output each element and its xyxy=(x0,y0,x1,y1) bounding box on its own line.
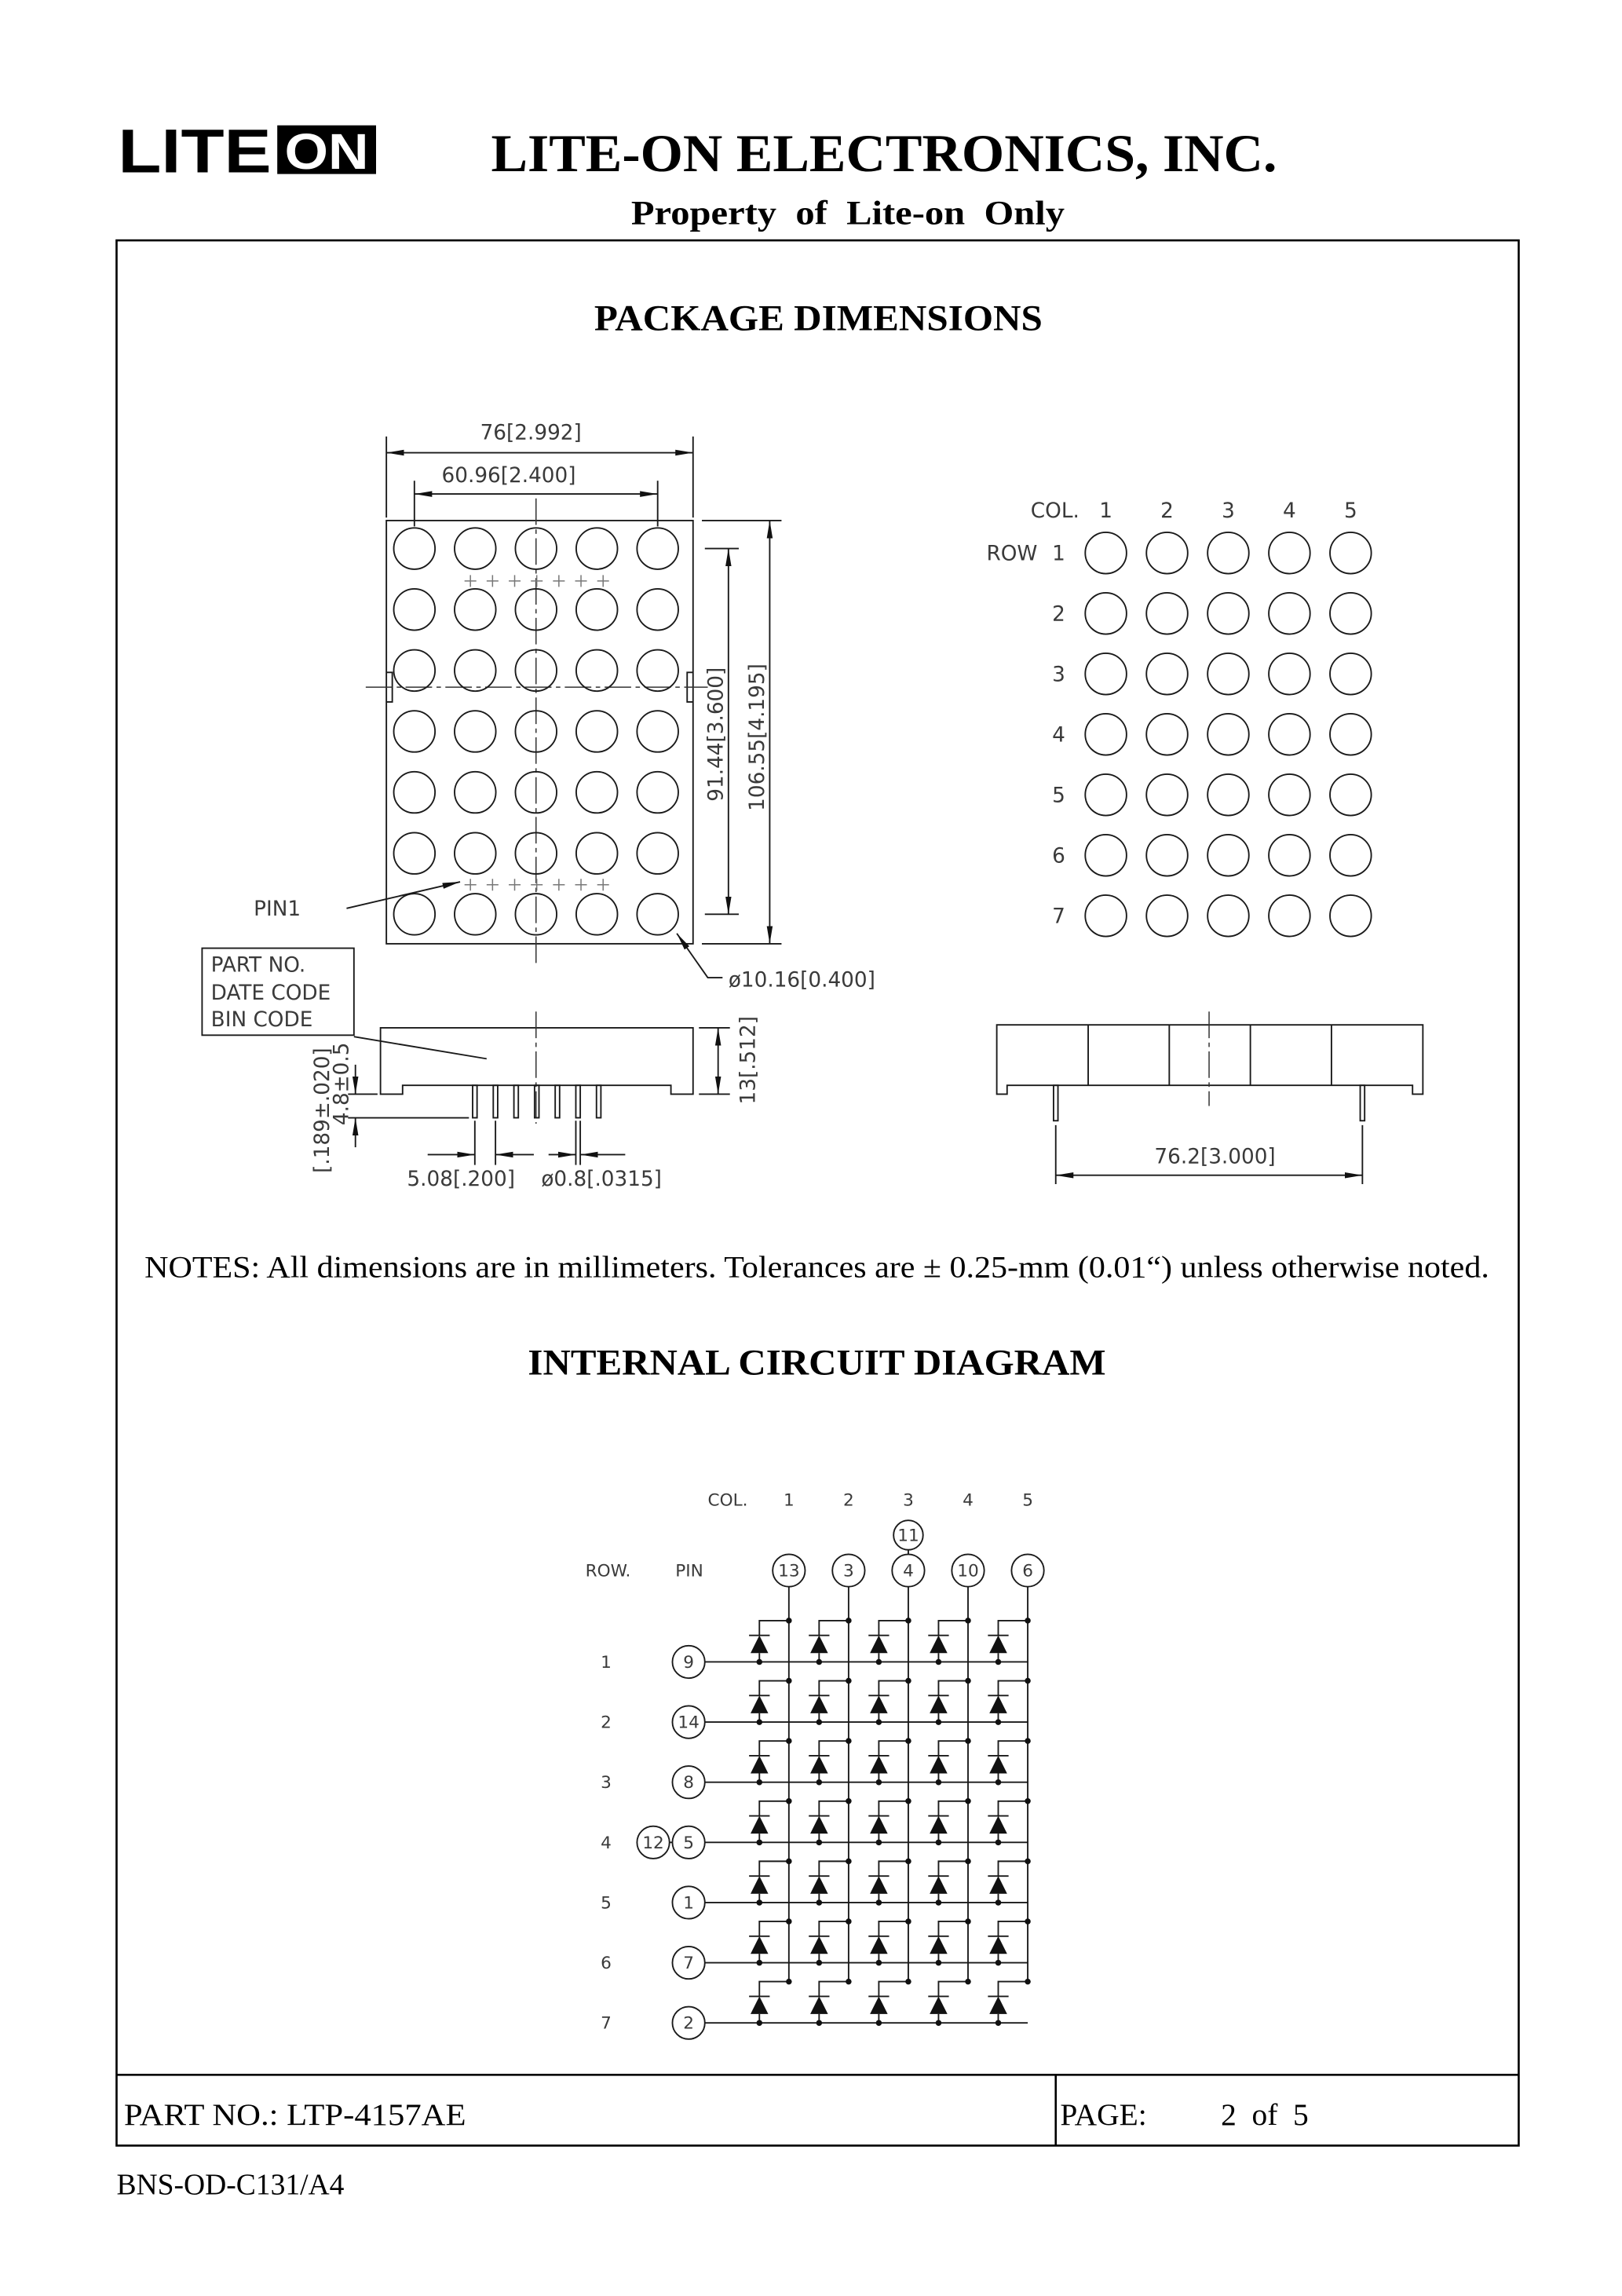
dim-label-overall-width: 76[2.992] xyxy=(480,421,582,445)
junction-dot xyxy=(786,1979,792,1985)
junction-dot xyxy=(757,1960,763,1966)
circuit-row-number: 1 xyxy=(601,1652,612,1673)
dim-label-pitch-width: 60.96[2.400] xyxy=(441,464,576,488)
notes-text: NOTES: All dimensions are in millimeters. Tolerances are ± 0.25-mm (0.01“) unless otherwise noted. xyxy=(144,1249,1489,1285)
junction-dot xyxy=(905,1738,911,1744)
row-pin-number: 9 xyxy=(683,1652,694,1673)
junction-dot xyxy=(965,1618,971,1624)
junction-dot xyxy=(936,1659,942,1665)
junction-dot xyxy=(816,1899,823,1906)
dim-label-led-diameter: ø10.16[0.400] xyxy=(728,968,875,993)
circuit-col-number: 4 xyxy=(963,1490,974,1511)
circuit-col-number: 5 xyxy=(1022,1490,1033,1511)
junction-dot xyxy=(846,1859,852,1865)
junction-dot xyxy=(757,1840,763,1846)
junction-dot xyxy=(876,1899,882,1906)
logo-text-lite: LITE xyxy=(118,116,272,186)
junction-dot xyxy=(876,1779,882,1786)
circuit-pin-label: PIN xyxy=(675,1561,703,1581)
junction-dot xyxy=(786,1678,792,1684)
junction-dot xyxy=(936,1960,942,1966)
junction-dot xyxy=(786,1738,792,1744)
footer-part-number: PART NO.: LTP-4157AE xyxy=(123,2097,466,2133)
junction-dot xyxy=(965,1859,971,1865)
row-pin-number: 5 xyxy=(683,1833,694,1853)
marking-date-code: DATE CODE xyxy=(210,982,331,1006)
footer-page-number: 2 of 5 xyxy=(1221,2097,1309,2133)
junction-dot xyxy=(905,1859,911,1865)
junction-dot xyxy=(757,2020,763,2026)
junction-dot xyxy=(846,1798,852,1804)
circuit-row-number: 3 xyxy=(601,1773,612,1793)
junction-dot xyxy=(757,1659,763,1665)
junction-dot xyxy=(995,1659,1002,1665)
junction-dot xyxy=(786,1618,792,1624)
row-pin-number: 7 xyxy=(683,1954,694,1974)
dim-label-pin-length-mm: 4.8±0.5 xyxy=(330,1042,354,1126)
pinout-row-number: 7 xyxy=(1052,905,1065,929)
col-pin-number: 3 xyxy=(843,1561,854,1581)
junction-dot xyxy=(876,1719,882,1725)
company-name: LITE-ON ELECTRONICS, INC. xyxy=(491,123,1277,183)
circuit-col-label: COL. xyxy=(707,1490,748,1511)
pinout-col-label: COL. xyxy=(1030,499,1080,524)
junction-dot xyxy=(786,1918,792,1925)
dim-label-overall-height: 106.55[4.195] xyxy=(745,664,769,811)
junction-dot xyxy=(786,1859,792,1865)
junction-dot xyxy=(1025,1798,1031,1804)
junction-dot xyxy=(816,1719,823,1725)
dim-label-pin-length-in: [.189±.020] xyxy=(310,1047,334,1173)
junction-dot xyxy=(905,1918,911,1925)
junction-dot xyxy=(846,1979,852,1985)
junction-dot xyxy=(965,1798,971,1804)
junction-dot xyxy=(757,1779,763,1786)
junction-dot xyxy=(816,1960,823,1966)
liteon-logo xyxy=(118,117,376,186)
junction-dot xyxy=(1025,1979,1031,1985)
junction-dot xyxy=(965,1918,971,1925)
junction-dot xyxy=(757,1899,763,1906)
junction-dot xyxy=(905,1678,911,1684)
junction-dot xyxy=(995,1899,1002,1906)
col-extra-pin-number: 11 xyxy=(897,1526,919,1546)
pinout-row-number: 6 xyxy=(1052,844,1065,868)
junction-dot xyxy=(816,1840,823,1846)
row-pin-number: 2 xyxy=(683,2013,694,2034)
junction-dot xyxy=(1025,1859,1031,1865)
junction-dot xyxy=(1025,1738,1031,1744)
junction-dot xyxy=(1025,1618,1031,1624)
footer-page-label: PAGE: xyxy=(1060,2097,1147,2133)
pinout-col-number: 5 xyxy=(1343,499,1357,524)
junction-dot xyxy=(786,1798,792,1804)
circuit-row-number: 5 xyxy=(601,1893,612,1914)
circuit-row-number: 2 xyxy=(601,1713,612,1733)
junction-dot xyxy=(876,2020,882,2026)
col-pin-number: 6 xyxy=(1022,1561,1033,1581)
pin1-label: PIN1 xyxy=(254,898,301,922)
dim-label-pin-diameter: ø0.8[.0315] xyxy=(541,1167,662,1191)
col-pin-number: 10 xyxy=(957,1561,979,1581)
property-notice: Property of Lite-on Only xyxy=(630,195,1065,232)
logo-text-on: ON xyxy=(284,123,369,181)
circuit-row-label: ROW. xyxy=(585,1561,631,1581)
junction-dot xyxy=(995,1779,1002,1786)
pinout-row-number: 4 xyxy=(1052,723,1065,748)
junction-dot xyxy=(757,1719,763,1725)
junction-dot xyxy=(995,2020,1002,2026)
dim-label-pin-row-spacing: 76.2[3.000] xyxy=(1154,1145,1276,1169)
junction-dot xyxy=(995,1719,1002,1725)
row-pin-number: 14 xyxy=(678,1713,700,1733)
pinout-row-number: 3 xyxy=(1052,663,1065,687)
junction-dot xyxy=(846,1738,852,1744)
dim-label-pin-pitch: 5.08[.200] xyxy=(407,1167,515,1191)
package-dimensions-title: PACKAGE DIMENSIONS xyxy=(594,298,1043,339)
pinout-col-number: 2 xyxy=(1160,499,1174,524)
junction-dot xyxy=(936,1840,942,1846)
pinout-row-number: 5 xyxy=(1052,784,1065,808)
circuit-row-number: 4 xyxy=(601,1833,612,1853)
circuit-row-number: 7 xyxy=(601,2013,612,2034)
junction-dot xyxy=(995,1840,1002,1846)
pinout-col-number: 3 xyxy=(1222,499,1235,524)
marking-bin-code: BIN CODE xyxy=(210,1008,313,1033)
junction-dot xyxy=(936,1899,942,1906)
junction-dot xyxy=(876,1960,882,1966)
junction-dot xyxy=(816,1779,823,1786)
junction-dot xyxy=(1025,1918,1031,1925)
form-code: BNS-OD-C131/A4 xyxy=(116,2169,345,2202)
junction-dot xyxy=(965,1979,971,1985)
pinout-row-number: 2 xyxy=(1052,602,1065,627)
junction-dot xyxy=(816,1659,823,1665)
row-pin-number: 8 xyxy=(683,1773,694,1793)
junction-dot xyxy=(936,2020,942,2026)
dim-label-body-depth: 13[.512] xyxy=(736,1016,761,1105)
junction-dot xyxy=(905,1618,911,1624)
dim-label-pitch-height: 91.44[3.600] xyxy=(704,667,729,802)
junction-dot xyxy=(876,1840,882,1846)
junction-dot xyxy=(965,1678,971,1684)
junction-dot xyxy=(936,1779,942,1786)
row-pin-number: 1 xyxy=(683,1893,694,1914)
junction-dot xyxy=(846,1918,852,1925)
junction-dot xyxy=(905,1798,911,1804)
circuit-title: INTERNAL CIRCUIT DIAGRAM xyxy=(528,1342,1106,1384)
col-pin-number: 4 xyxy=(903,1561,914,1581)
circuit-row-number: 6 xyxy=(601,1954,612,1974)
junction-dot xyxy=(846,1678,852,1684)
circuit-col-number: 3 xyxy=(903,1490,914,1511)
junction-dot xyxy=(905,1979,911,1985)
junction-dot xyxy=(936,1719,942,1725)
junction-dot xyxy=(816,2020,823,2026)
marking-part-no: PART NO. xyxy=(210,953,306,978)
col-pin-number: 13 xyxy=(778,1561,800,1581)
junction-dot xyxy=(846,1618,852,1624)
row-extra-pin-number: 12 xyxy=(642,1833,664,1853)
junction-dot xyxy=(995,1960,1002,1966)
pinout-row-number: 1 xyxy=(1052,542,1065,566)
pinout-col-number: 4 xyxy=(1283,499,1296,524)
pinout-col-number: 1 xyxy=(1099,499,1112,524)
junction-dot xyxy=(1025,1678,1031,1684)
circuit-col-number: 2 xyxy=(843,1490,854,1511)
circuit-col-number: 1 xyxy=(783,1490,795,1511)
pinout-row-label: ROW xyxy=(986,542,1038,566)
junction-dot xyxy=(965,1738,971,1744)
junction-dot xyxy=(876,1659,882,1665)
